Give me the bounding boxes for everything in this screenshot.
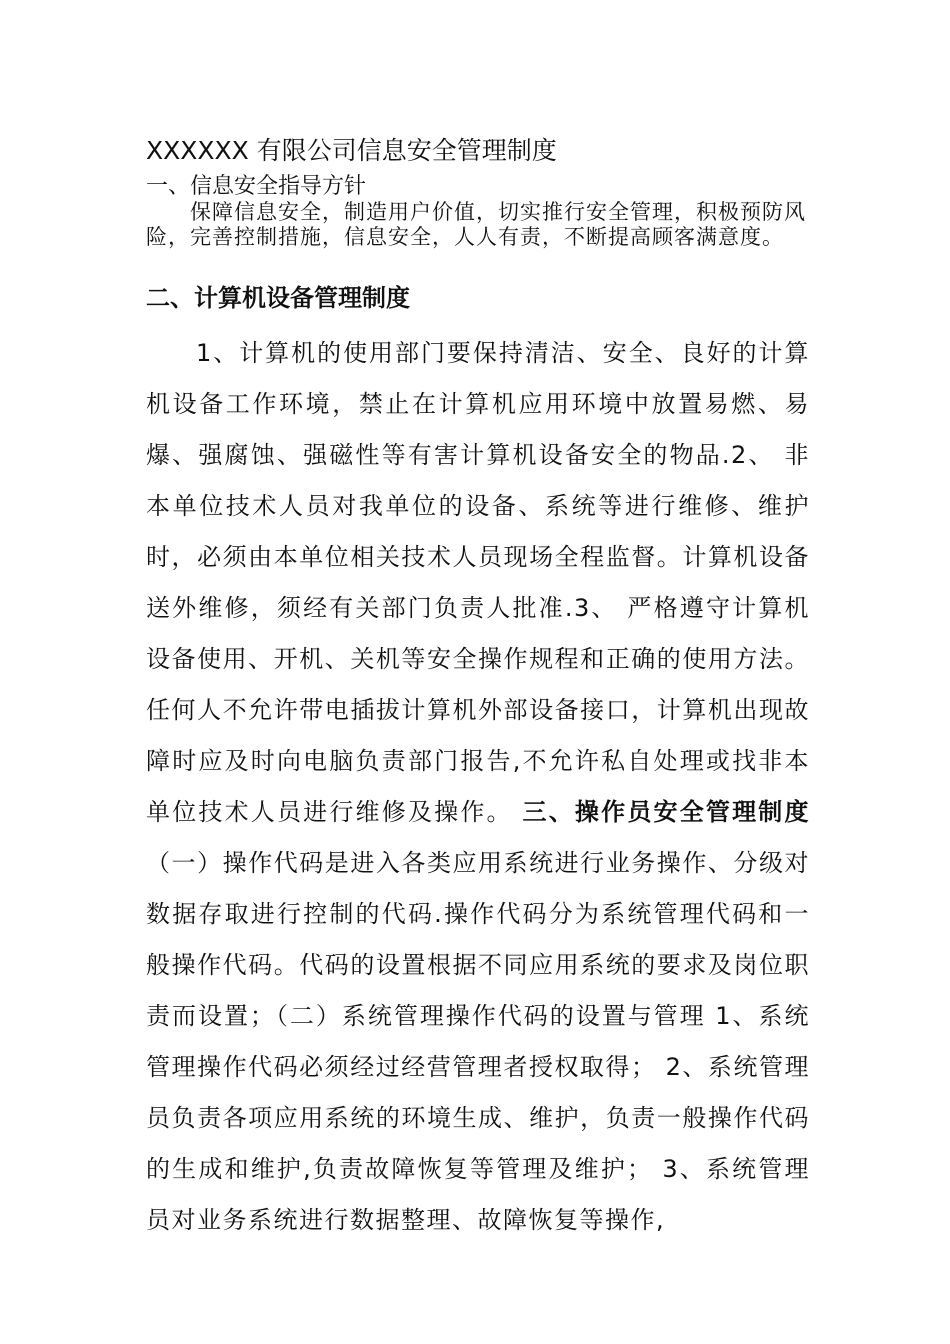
section-3-body-text: （一）操作代码是进入各类应用系统进行业务操作、分级对数据存取进行控制的代码.操作代码分为系统管理代码和一般操作代码。代码的设置根据不同应用系统的要求及岗位职责而设置；（二）系统管理操作代码的设置与管理 1、系统管理操作代码必须经过经营管理者授权取得； 2、系统管理员负责各项应用系统的环境生成、维护，负责一般操作代码的生成和维护,负责故障恢复等管理及维护； 3、系统管理员对业务系统进行数据整理、故障恢复等操作, xyxy=(146,849,810,1234)
section-1-heading: 一、信息安全指导方针 xyxy=(146,174,367,199)
section-2-heading: 二、计算机设备管理制度 xyxy=(146,284,410,312)
section-1-body: 保障信息安全，制造用户价值，切实推行安全管理，积极预防风险，完善控制措施，信息安全，人人有责，不断提高顾客满意度。 xyxy=(146,200,806,249)
section-2-body-text: 1、计算机的使用部门要保持清洁、安全、良好的计算机设备工作环境，禁止在计算机应用环境中放置易燃、易爆、强腐蚀、强磁性等有害计算机设备安全的物品.2、 非本单位技术人员对我单位的设备、系统等进行维修、维护时，必须由本单位相关技术人员现场全程监督。计算机设备送外维修，须经有关部门负责人批准.3、 严格遵守计算机设备使用、开机、关机等安全操作规程和正确的使用方法。任何人不允许带电插拔计算机外部设备接口，计算机出现故障时应及时向电脑负责部门报告,不允许私自处理或找非本单位技术人员进行维修及操作。 xyxy=(146,339,810,826)
document-title: XXXXXX 有限公司信息安全管理制度 xyxy=(146,136,557,165)
section-2-body xyxy=(146,328,810,1246)
section-3-heading: 三、操作员安全管理制度 xyxy=(522,798,810,826)
